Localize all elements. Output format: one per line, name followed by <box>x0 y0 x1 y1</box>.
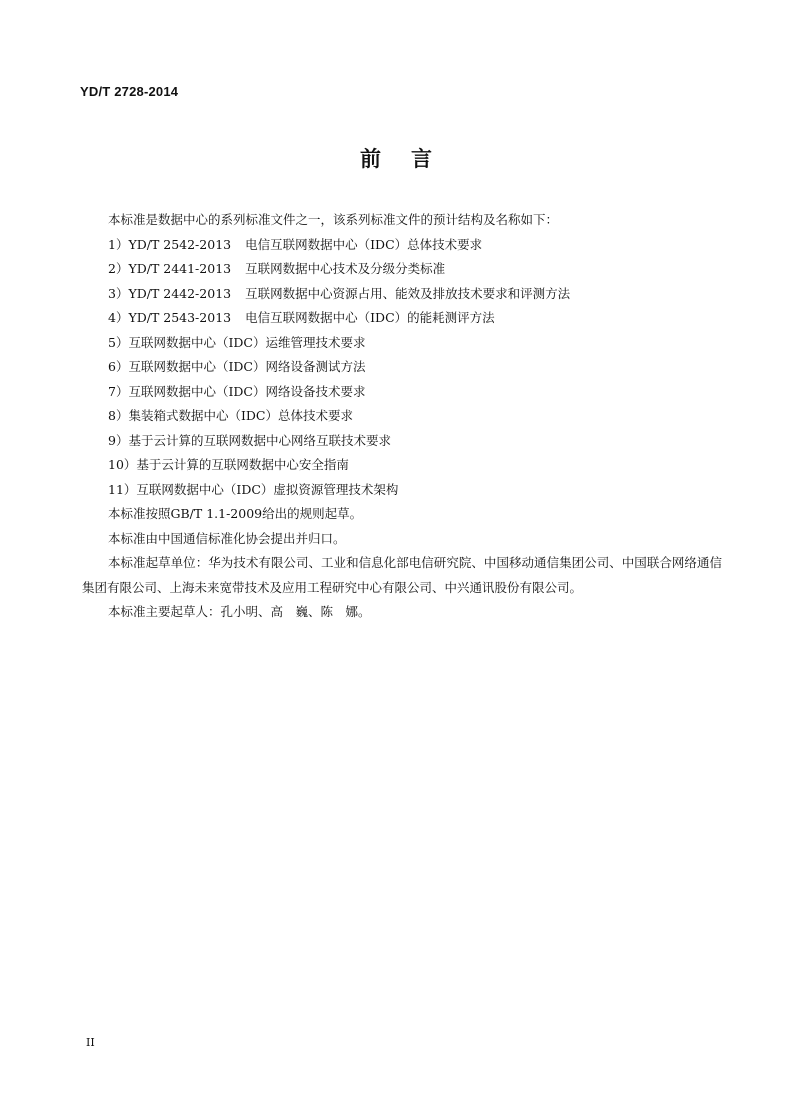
drafting-rule-paragraph: 本标准按照GB/T 1.1-2009给出的规则起草。 <box>108 506 363 521</box>
list-item <box>82 453 722 478</box>
page-title: 前言 <box>360 147 462 171</box>
item-name: 基于云计算的互联网数据中心安全指南 <box>136 457 349 472</box>
intro-paragraph: 本标准是数据中心的系列标准文件之一，该系列标准文件的预计结构及名称如下： <box>108 212 559 227</box>
item-name: 互联网数据中心资源占用、能效及排放技术要求和评测方法 <box>245 285 571 301</box>
item-code: YD/T 2543-2013 <box>128 310 232 325</box>
item-name: 互联网数据中心（IDC）运维管理技术要求 <box>128 334 366 350</box>
item-code: YD/T 2442-2013 <box>128 285 232 301</box>
item-name: 互联网数据中心（IDC）虚拟资源管理技术架构 <box>136 481 399 497</box>
item-name: 互联网数据中心技术及分级分类标准 <box>245 261 446 276</box>
item-number: 9） <box>108 432 129 448</box>
page-number: II <box>86 1036 95 1049</box>
item-number: 11） <box>108 481 137 497</box>
document-body <box>82 208 722 625</box>
list-item <box>82 380 722 405</box>
item-name: 互联网数据中心（IDC）网络设备测试方法 <box>128 359 366 374</box>
drafters-paragraph: 本标准主要起草人：孔小明、高 巍、陈 娜。 <box>108 604 371 619</box>
item-number: 4） <box>108 310 129 325</box>
item-name: 电信互联网数据中心（IDC）的能耗测评方法 <box>245 310 495 325</box>
item-name: 电信互联网数据中心（IDC）总体技术要求 <box>245 236 483 252</box>
item-number: 10） <box>108 457 137 472</box>
list-item <box>82 478 722 503</box>
item-number: 3） <box>108 285 129 301</box>
item-name: 互联网数据中心（IDC）网络设备技术要求 <box>128 383 366 399</box>
item-number: 5） <box>108 334 129 350</box>
list-item <box>82 331 722 356</box>
standard-code: YD/T 2728-2014 <box>80 84 179 99</box>
item-name: 集装箱式数据中心（IDC）总体技术要求 <box>128 408 353 423</box>
proposed-by-paragraph: 本标准由中国通信标准化协会提出并归口。 <box>108 530 346 546</box>
list-item <box>82 355 722 380</box>
list-item <box>82 282 722 307</box>
list-item <box>82 257 722 282</box>
item-number: 8） <box>108 408 129 423</box>
item-number: 2） <box>108 261 129 276</box>
item-name: 基于云计算的互联网数据中心网络互联技术要求 <box>128 432 391 448</box>
list-item <box>82 306 722 331</box>
item-number: 7） <box>108 383 129 399</box>
item-number: 1） <box>108 236 129 252</box>
list-item <box>82 233 722 258</box>
drafting-units-paragraph: 本标准起草单位：华为技术有限公司、工业和信息化部电信研究院、中国移动通信集团公司、中国联合网络通信集团有限公司、上海未来宽带技术及应用工程研究中心有限公司、中兴通讯股份有限公司。 <box>82 555 722 595</box>
list-item <box>82 429 722 454</box>
list-item <box>82 404 722 429</box>
item-code: YD/T 2542-2013 <box>128 236 232 252</box>
series-list <box>82 233 722 503</box>
item-number: 6） <box>108 359 129 374</box>
item-code: YD/T 2441-2013 <box>128 261 232 276</box>
